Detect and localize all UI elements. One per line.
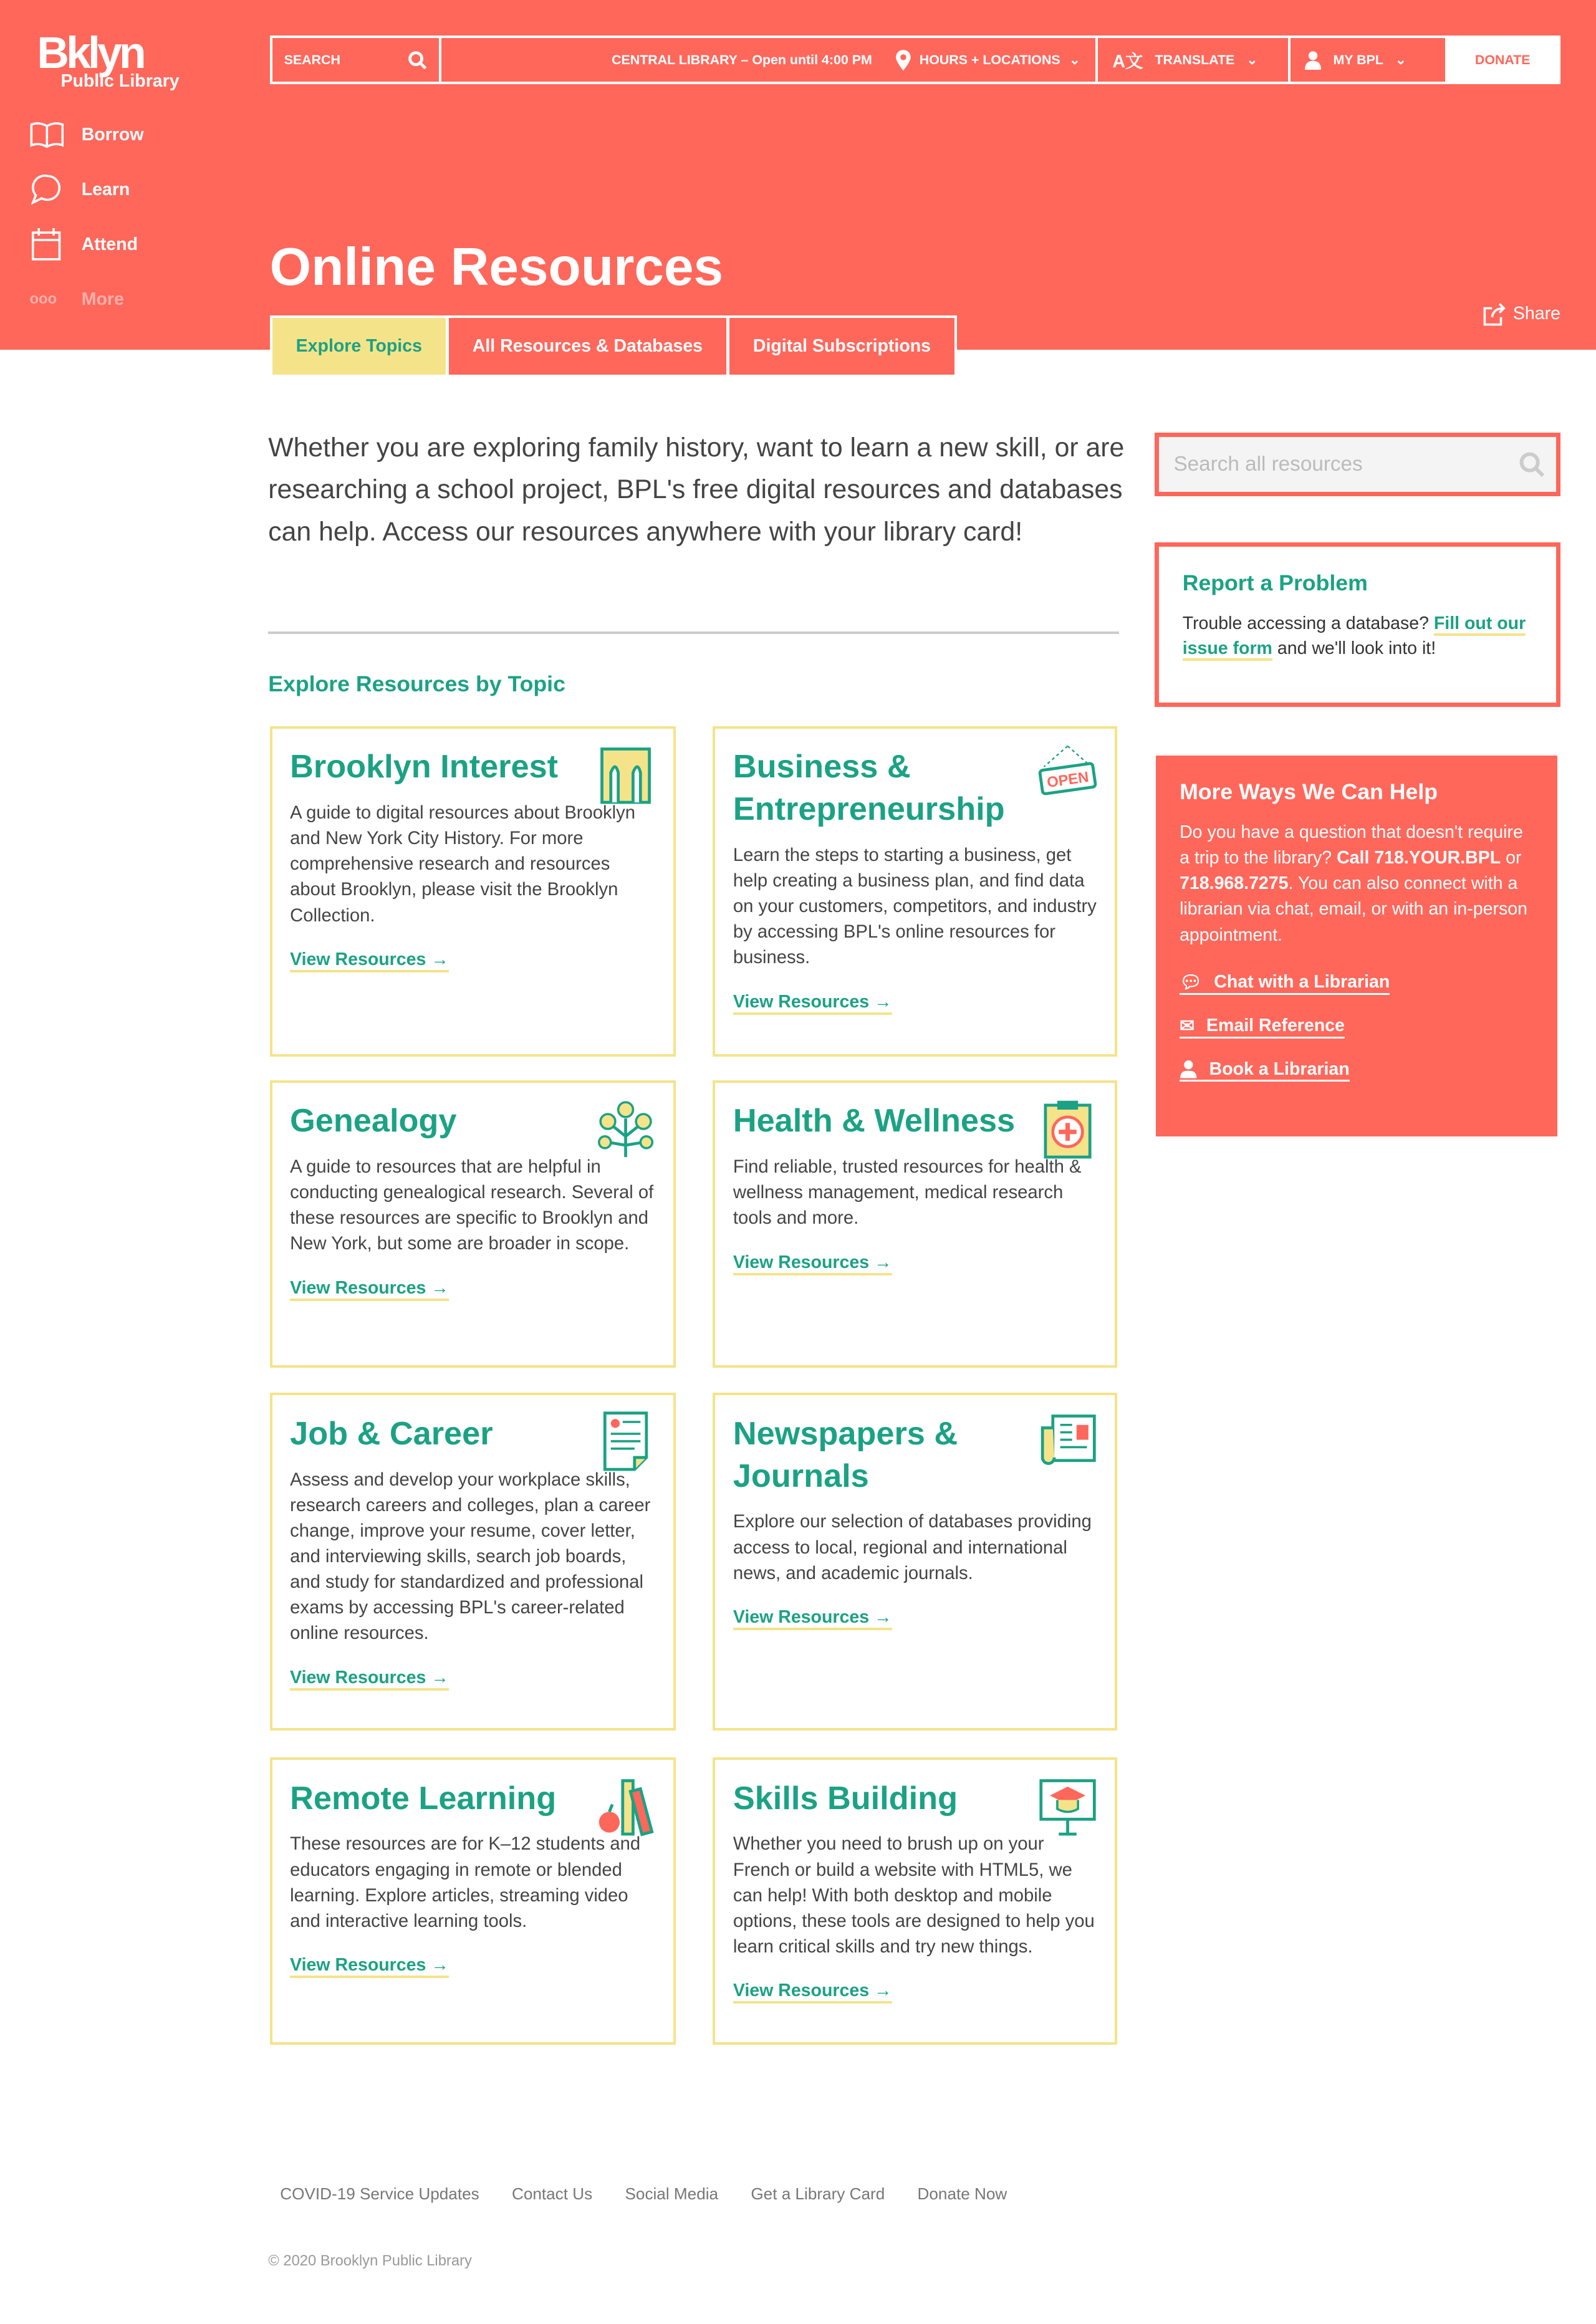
open-sign-icon [1038,743,1097,805]
newspaper-icon [1038,1410,1097,1472]
chat-icon: 💬︎ [1180,972,1203,992]
translate-menu[interactable] [1098,38,1291,82]
topic-card [713,1080,1117,1368]
nav-attend[interactable] [30,228,138,261]
section-title: Explore Resources by Topic [268,671,565,696]
nav-label: Borrow [81,124,144,145]
email-reference-link[interactable] [1180,1016,1345,1039]
report-text [1183,611,1532,661]
central-library-status: CENTRAL LIBRARY – Open until 4:00 PM [612,52,872,67]
footer-link[interactable]: COVID-19 Service Updates [280,2184,479,2203]
footer-link[interactable]: Social Media [625,2184,719,2203]
footer-links [280,2184,1007,2204]
link-label: Email Reference [1206,1016,1345,1036]
bridge-icon [596,743,655,805]
help-text-1: Do you have a question that doesn't require a trip to the library? [1180,822,1523,868]
help-title: More Ways We Can Help [1180,779,1438,805]
topic-card [270,726,676,1057]
link-label: Chat with a Librarian [1214,972,1390,992]
phone-call[interactable]: Call 718.YOUR.BPL [1337,848,1501,868]
speech-icon [30,175,64,204]
view-resources-link[interactable] [290,1668,449,1691]
topic-card [713,726,1117,1057]
link-label: Book a Librarian [1209,1059,1350,1080]
email-icon: ✉︎ [1180,1016,1195,1036]
arrow-right-icon: → [874,991,892,1012]
footer-link[interactable]: Contact Us [511,2184,593,2203]
hours-locations-menu[interactable] [441,38,1098,82]
logo-text: Bklyn [37,28,143,79]
report-text-2: and we'll look into it! [1272,638,1436,659]
view-resources-link[interactable] [290,1278,449,1301]
book-icon [30,122,64,148]
link-label: View Resources [733,1252,870,1272]
search-resources-input[interactable] [1171,451,1502,478]
tabs [270,315,957,374]
share-icon [1483,302,1507,326]
report-text-1: Trouble accessing a database? [1182,613,1434,633]
hours-label: HOURS + LOCATIONS [919,52,1060,67]
arrow-right-icon: → [874,1981,892,2001]
chevron-down-icon: ⌄ [1069,52,1080,67]
my-bpl-menu[interactable] [1291,38,1448,82]
arrow-right-icon: → [431,1667,449,1688]
card-description: A guide to resources that are helpful in conducting genealogical research. Several of these resources are specific to Brooklyn and New York, but some are broader in scope. [290,1157,654,1254]
search-button[interactable] [272,38,441,82]
link-label: View Resources [290,1955,426,1976]
nav-more[interactable] [30,289,124,310]
nav-learn[interactable] [30,175,130,204]
card-title[interactable]: Health & Wellness [733,1103,1016,1140]
chevron-down-icon: ⌄ [1395,52,1406,67]
topic-card [713,1757,1117,2045]
link-label: View Resources [290,949,426,969]
page-title: Online Resources [269,238,724,297]
report-title: Report a Problem [1182,570,1368,595]
topic-card [713,1393,1117,1731]
tab-all-resources[interactable]: All Resources & Databases [449,318,726,374]
chat-librarian-link[interactable] [1180,972,1390,995]
top-bar [270,36,1560,84]
card-title[interactable]: Newspapers & Journals [733,1415,958,1494]
nav-label: More [81,289,124,309]
calendar-icon [30,228,64,261]
topic-card [270,1757,676,2045]
link-label: View Resources [290,1277,426,1298]
arrow-right-icon: → [431,1955,449,1976]
share-label: Share [1512,304,1560,324]
card-title[interactable]: Business & Entrepreneurship [733,749,1005,827]
card-description: A guide to digital resources about Brooklyn and New York City History. For more comprehensive research and resources about Brooklyn, please visit the Brooklyn Collection. [290,803,635,926]
footer-link[interactable]: Get a Library Card [751,2184,885,2203]
tab-explore-topics[interactable]: Explore Topics [272,318,446,374]
topic-card [270,1080,676,1368]
search-label: SEARCH [284,52,340,67]
view-resources-link[interactable] [733,992,892,1015]
help-or: or [1501,848,1522,868]
help-text [1180,820,1534,948]
arrow-right-icon: → [874,1607,892,1628]
link-label: View Resources [290,1667,426,1688]
card-description: Whether you need to brush up on your French or build a website with HTML5, we can help! With both desktop and mobile options, these tools are designed to help you learn critical skills and try new things. [733,1834,1095,1957]
svg-text:OPEN: OPEN [1046,769,1090,792]
share-button[interactable] [1483,302,1560,326]
tab-digital-subscriptions[interactable]: Digital Subscriptions [729,318,954,374]
card-title[interactable]: Remote Learning [290,1780,557,1817]
donate-button[interactable] [1448,38,1558,82]
more-ways-box [1156,756,1557,1136]
nav-borrow[interactable] [30,122,144,148]
chevron-down-icon: ⌄ [1246,52,1258,67]
card-description: Assess and develop your workplace skills, research careers and colleges, plan a career change, improve your resume, cover letter, and interviewing skills, search job boards, and study for standardized and professional exams by accessing BPL's career-related online resources. [290,1469,651,1644]
resume-icon [596,1410,655,1472]
card-description: Learn the steps to starting a business, get help creating a business plan, and find data on your customers, competitors, and industry by accessing BPL's online resources for business. [733,845,1097,968]
nav-label: Learn [81,179,130,199]
user-icon [1180,1060,1198,1078]
logo-subtext: Public Library [60,71,180,92]
card-title[interactable]: Genealogy [290,1103,457,1140]
topic-card [270,1393,676,1731]
phone-number[interactable]: 718.968.7275 [1180,873,1289,894]
report-problem-box [1155,542,1560,707]
card-title[interactable]: Brooklyn Interest [290,749,559,785]
user-icon [1305,50,1321,70]
issue-form-link[interactable]: Fill out our issue form [1183,613,1526,661]
card-title[interactable]: Job & Career [290,1415,493,1452]
view-resources-link[interactable] [290,949,449,972]
card-title[interactable]: Skills Building [733,1780,958,1817]
arrow-right-icon: → [431,1277,449,1298]
arrow-right-icon: → [431,949,449,969]
link-label: View Resources [733,1607,870,1628]
search-icon [408,50,427,70]
donate-label: DONATE [1474,52,1531,67]
apple-books-icon [596,1775,655,1837]
more-icon: ooo [29,290,57,307]
card-description: These resources are for K–12 students and educators engaging in remote or blended learning. Explore articles, streaming video and interactive learning tools. [290,1834,641,1931]
family-tree-icon [596,1098,655,1160]
divider [268,631,1118,635]
translate-label: TRANSLATE [1155,52,1235,67]
copyright: © 2020 Brooklyn Public Library [268,2252,472,2270]
intro-text: Whether you are exploring family history, want to learn a new skill, or are researching a school project, BPL's free digital resources and databases can help. Access our resources anywhere with your library card! [268,432,1125,547]
help-text-2: . You can also connect with a librarian via chat, email, or with an in-person appointment. [1180,873,1527,945]
search-icon[interactable] [1519,452,1544,477]
book-librarian-link[interactable] [1180,1059,1350,1082]
footer-link[interactable]: Donate Now [917,2184,1007,2203]
view-resources-link[interactable] [733,1981,892,2004]
location-pin-icon [896,50,911,70]
card-description: Explore our selection of databases providing access to local, regional and international news, and academic journals. [733,1512,1092,1583]
link-label: View Resources [733,991,870,1012]
link-label: View Resources [733,1981,870,2001]
arrow-right-icon: → [874,1252,892,1272]
translate-icon: A文 [1112,51,1143,72]
view-resources-link[interactable] [733,1252,892,1275]
medical-clipboard-icon [1038,1098,1097,1160]
logo[interactable] [37,28,180,92]
nav-label: Attend [81,234,138,254]
graduation-monitor-icon [1038,1775,1097,1837]
card-description: Find reliable, trusted resources for health & wellness management, medical research tools and more. [733,1157,1082,1229]
view-resources-link[interactable] [733,1607,892,1630]
resource-search [1155,433,1560,496]
my-bpl-label: MY BPL [1333,52,1383,67]
view-resources-link[interactable] [290,1955,449,1978]
